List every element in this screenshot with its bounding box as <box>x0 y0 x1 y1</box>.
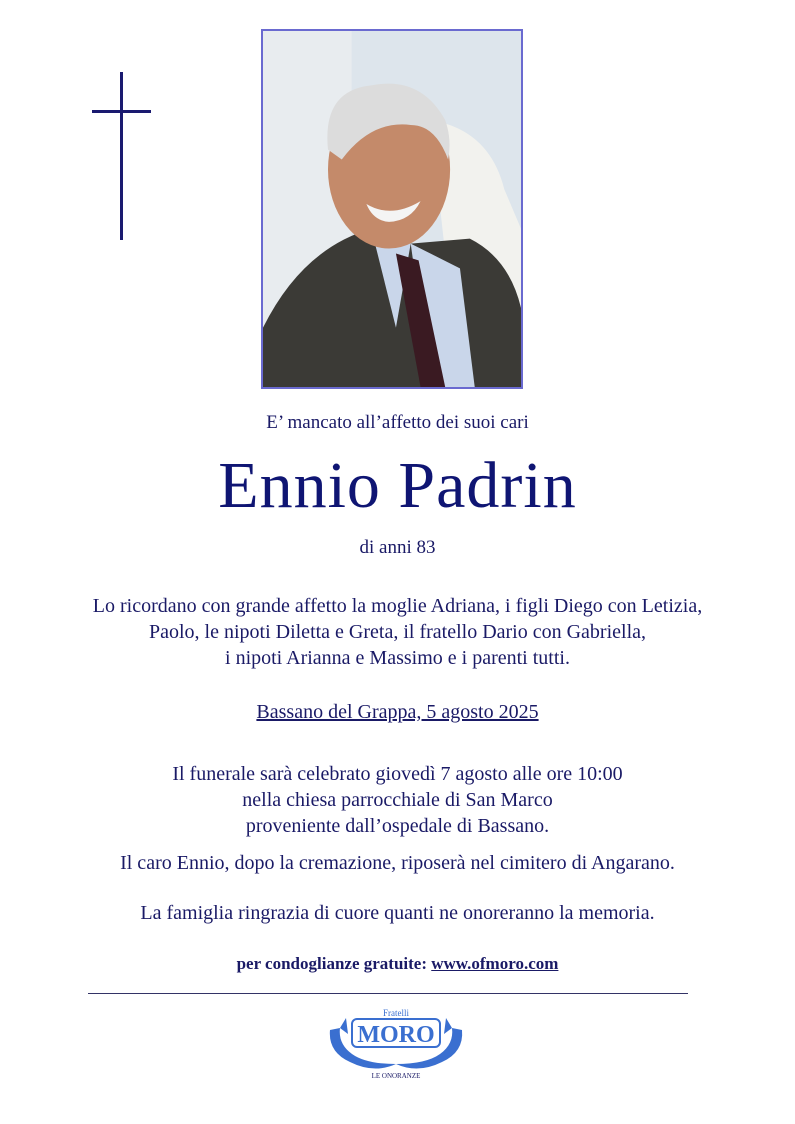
moro-logo <box>326 1004 466 1082</box>
age-text: di anni 83 <box>359 537 436 558</box>
logo-top-text: Fratelli <box>383 1008 409 1018</box>
place-date-text: Bassano del Grappa, 5 agosto 2025 <box>256 701 539 723</box>
condolences-line <box>0 954 795 974</box>
condolences-label: per condoglianze gratuite: <box>236 954 432 973</box>
condolences-link[interactable]: www.ofmoro.com <box>431 954 559 973</box>
family-line: Lo ricordano con grande affetto la moglie Adriana, i figli Diego con Letizia, <box>92 595 703 617</box>
portrait-illustration <box>263 31 521 387</box>
funeral-line: nella chiesa parrocchiale di San Marco <box>242 789 553 811</box>
intro-text: E’ mancato all’affetto dei suoi cari <box>266 412 529 433</box>
portrait-photo <box>261 29 523 389</box>
funeral-paragraph <box>40 761 755 839</box>
family-line: i nipoti Arianna e Massimo e i parenti tutti. <box>225 647 570 669</box>
funeral-line: Il funerale sarà celebrato giovedì 7 agosto alle ore 10:00 <box>172 763 623 785</box>
cross-vertical-bar <box>120 72 123 240</box>
cremation-text: Il caro Ennio, dopo la cremazione, riposerà nel cimitero di Angarano. <box>120 852 675 874</box>
logo-brand-text: MORO <box>357 1022 435 1048</box>
deceased-name: Ennio Padrin <box>218 449 577 522</box>
cross-horizontal-bar <box>92 110 151 113</box>
thanks-text: La famiglia ringrazia di cuore quanti ne onoreranno la memoria. <box>140 902 655 924</box>
family-line: Paolo, le nipoti Diletta e Greta, il fratello Dario con Gabriella, <box>148 621 647 643</box>
hands-logo-icon <box>326 1004 466 1082</box>
family-paragraph <box>40 593 755 671</box>
cross-icon <box>92 72 152 242</box>
funeral-line: proveniente dall’ospedale di Bassano. <box>245 815 550 837</box>
logo-bottom-text: LE ONORANZE <box>371 1072 421 1080</box>
place-date <box>0 701 795 724</box>
divider-line <box>88 993 688 994</box>
